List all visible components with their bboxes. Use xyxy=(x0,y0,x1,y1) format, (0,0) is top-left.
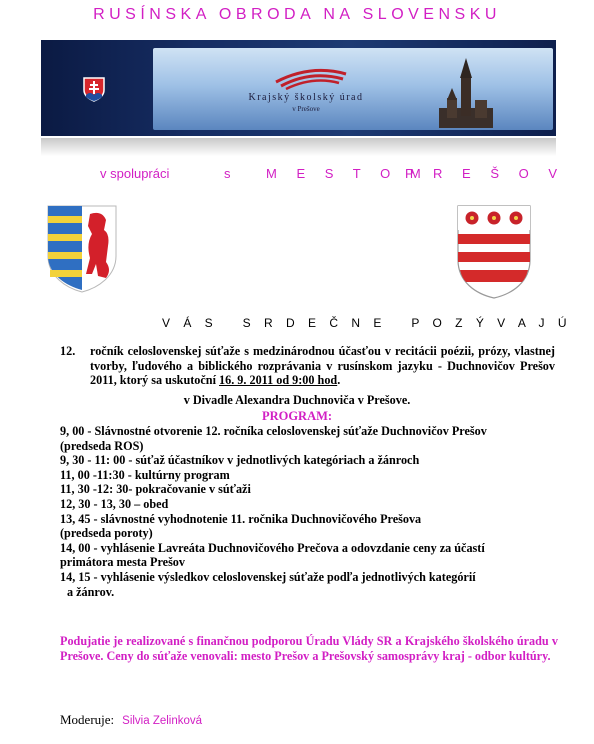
presov-coat-of-arms-icon xyxy=(456,204,532,300)
banner-title: Krajský školský úrad xyxy=(248,92,364,103)
collab-word-2: s xyxy=(224,166,231,181)
banner-subtitle: v Prešove xyxy=(292,105,320,113)
schedule-item: 14, 00 - vyhlásenie Lavreáta Duchnovičového Prečova a odovzdanie ceny za účastí xyxy=(60,540,485,555)
slovak-coat-of-arms-icon xyxy=(81,76,107,102)
schedule-item: 11, 00 -11:30 - kultúrny program xyxy=(60,467,230,482)
banner-shadow xyxy=(41,138,556,156)
schedule-item: primátora mesta Prešov xyxy=(60,555,185,570)
banner-panel xyxy=(153,48,553,130)
page-title: RUSÍNSKA OBRODA NA SLOVENSKU xyxy=(93,6,501,23)
collab-word-4: P R E Š O V xyxy=(405,166,566,181)
schedule-item: 9, 30 - 11: 00 - súťaž účastníkov v jednotlivých kategóriach a žánroch xyxy=(60,453,420,468)
schedule-item: 13, 45 - slávnostné vyhodnotenie 11. ročnika Duchnovičového Prešova xyxy=(60,511,422,526)
venue-line: v Divadle Alexandra Duchnoviča v Prešove. xyxy=(183,393,411,407)
schedule-item: (predseda ROS) xyxy=(60,438,144,453)
schedule-item: 11, 30 -12: 30- pokračovanie v súťaži xyxy=(60,482,251,497)
edition-number: 12. xyxy=(60,344,76,358)
header-banner xyxy=(41,40,556,136)
schedule-item: a žánrov. xyxy=(67,584,115,599)
schedule-item: 9, 00 - Slávnostné otvorenie 12. ročníka celoslovenskej súťaže Duchnovičov Prešov xyxy=(60,424,487,438)
event-date-time: 16. 9. 2011 od 9:00 hod xyxy=(219,373,338,388)
moderator-name: Silvia Zelinková xyxy=(122,715,203,727)
intro-paragraph xyxy=(60,344,555,388)
intro-body: ročník celoslovenskej súťaže s medzinárodnou účasťou v recitácii poézii, prózy, vlastnej tvorby, ľudového a biblického rozprávania v rusínskom jazyku - Duchnovičov Prešov 2011, ktorý sa uskutoční xyxy=(90,344,555,388)
program-heading: PROGRAM: xyxy=(261,409,333,423)
collab-word-1: v spolupráci xyxy=(100,166,170,181)
schedule-item: (predseda poroty) xyxy=(60,526,153,541)
moderator-line xyxy=(60,712,202,728)
church-tower-icon xyxy=(439,58,493,128)
rusyn-coat-of-arms-icon xyxy=(46,204,118,294)
invitation-heading: V Á S S R D E Č N E P O Z Ý V A J Ú xyxy=(162,316,572,330)
moderator-label: Moderuje: xyxy=(60,712,115,727)
program-schedule xyxy=(60,424,560,599)
school-office-logo-icon xyxy=(271,62,351,90)
collab-word-3: M E S T O M xyxy=(266,166,429,181)
schedule-item: 14, 15 - vyhlásenie výsledkov celoslovenskej súťaže podľa jednotlivých kategórií xyxy=(60,569,476,584)
intro-end: . xyxy=(337,373,341,388)
support-paragraph: Podujatie je realizované s finančnou podporou Úradu Vlády SR a Krajského školského úradu v Prešove. Ceny do súťaže venovali: mesto Prešov a Prešovský samosprávy kraj - odbor kultúry. xyxy=(60,634,558,663)
schedule-item: 12, 30 - 13, 30 – obed xyxy=(60,496,169,511)
intro-text xyxy=(90,344,555,388)
